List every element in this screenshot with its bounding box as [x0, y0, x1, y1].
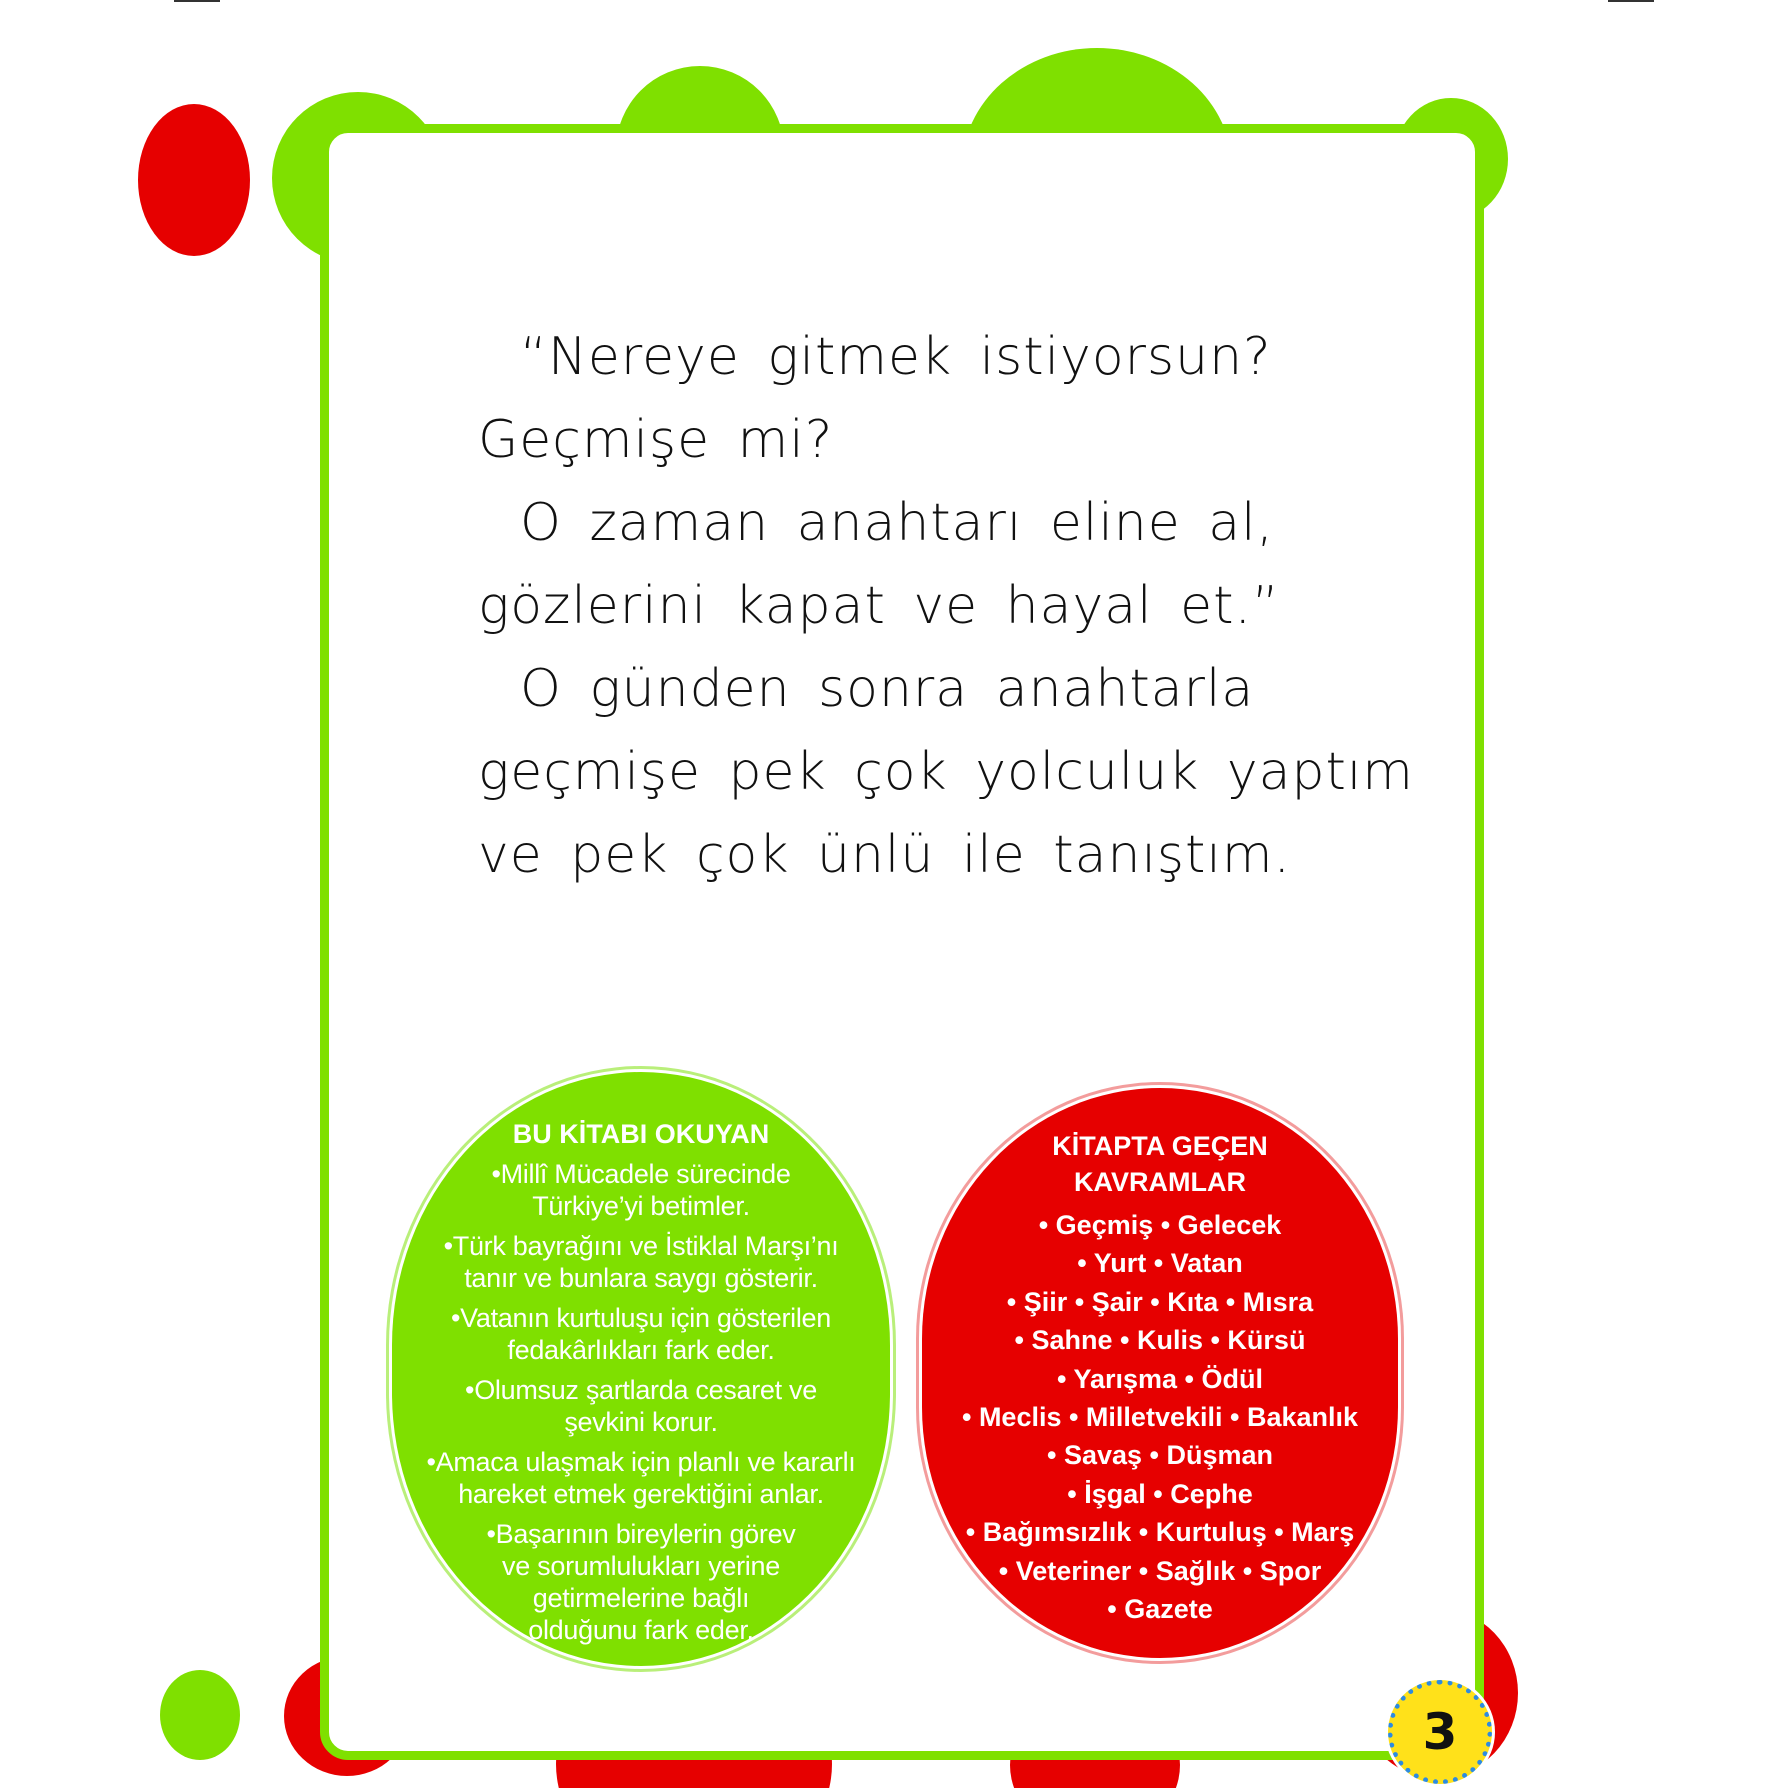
- concepts-box: [922, 1088, 1398, 1658]
- concept-line: • Şiir • Şair • Kıta • Mısra: [1006, 1286, 1314, 1317]
- story-line: O zaman anahtarı eline al,: [520, 493, 1275, 553]
- story-line: “Nereye gitmek istiyorsun?: [520, 327, 1272, 387]
- objective-item: •Olumsuz şartlarda cesaret ve şevkini korur.: [465, 1375, 817, 1437]
- story-text: [478, 316, 1414, 897]
- concept-line: • Bağımsızlık • Kurtuluş • Marş: [965, 1517, 1355, 1548]
- learning-objectives-title: BU KİTABI OKUYAN: [512, 1119, 770, 1149]
- objective-item: •Türk bayrağını ve İstiklal Marşı’nı tanır ve bunlara saygı gösterir.: [443, 1231, 839, 1293]
- story-line: geçmişe pek çok yolculuk yaptım: [478, 742, 1414, 802]
- objective-item: •Vatanın kurtuluşu için gösterilen fedakârlıkları fark eder.: [451, 1303, 831, 1365]
- concept-line: • Gazete: [1107, 1594, 1213, 1625]
- concept-line: • Yurt • Vatan: [1077, 1248, 1243, 1279]
- page-number-badge: 3: [1388, 1680, 1492, 1784]
- decor-red-circle-left-edge: [138, 104, 250, 256]
- decor-green-circle-bottom-left-edge: [160, 1670, 240, 1760]
- story-line: ve pek çok ünlü ile tanıştım.: [478, 825, 1292, 885]
- crop-mark-top-left: [174, 0, 220, 2]
- story-line: Geçmişe mi?: [478, 410, 834, 470]
- objective-item: •Başarının bireylerin görev ve sorumlulukları yerine getirmelerine bağlı olduğunu fark eder.: [486, 1519, 796, 1645]
- concepts-list: [932, 1206, 1388, 1628]
- concept-line: • Yarışma • Ödül: [1057, 1363, 1263, 1394]
- learning-objectives-box: [392, 1072, 890, 1666]
- concept-line: • İşgal • Cephe: [1067, 1478, 1253, 1509]
- concept-line: • Savaş • Düşman: [1046, 1440, 1273, 1471]
- learning-objectives-list: [410, 1158, 872, 1646]
- crop-mark-top-right: [1608, 0, 1654, 2]
- concepts-title: KİTAPTA GEÇEN KAVRAMLAR: [1052, 1131, 1268, 1197]
- concept-line: • Sahne • Kulis • Kürsü: [1014, 1325, 1306, 1356]
- concept-line: • Meclis • Milletvekili • Bakanlık: [961, 1402, 1359, 1433]
- objective-item: •Amaca ulaşmak için planlı ve kararlı hareket etmek gerektiğini anlar.: [426, 1447, 856, 1509]
- objective-item: •Millî Mücadele sürecinde Türkiye’yi betimler.: [491, 1159, 791, 1221]
- story-line: gözlerini kapat ve hayal et.”: [478, 576, 1280, 636]
- story-line: O günden sonra anahtarla: [520, 659, 1255, 719]
- concept-line: • Veteriner • Sağlık • Spor: [998, 1555, 1322, 1586]
- concept-line: • Geçmiş • Gelecek: [1038, 1210, 1282, 1240]
